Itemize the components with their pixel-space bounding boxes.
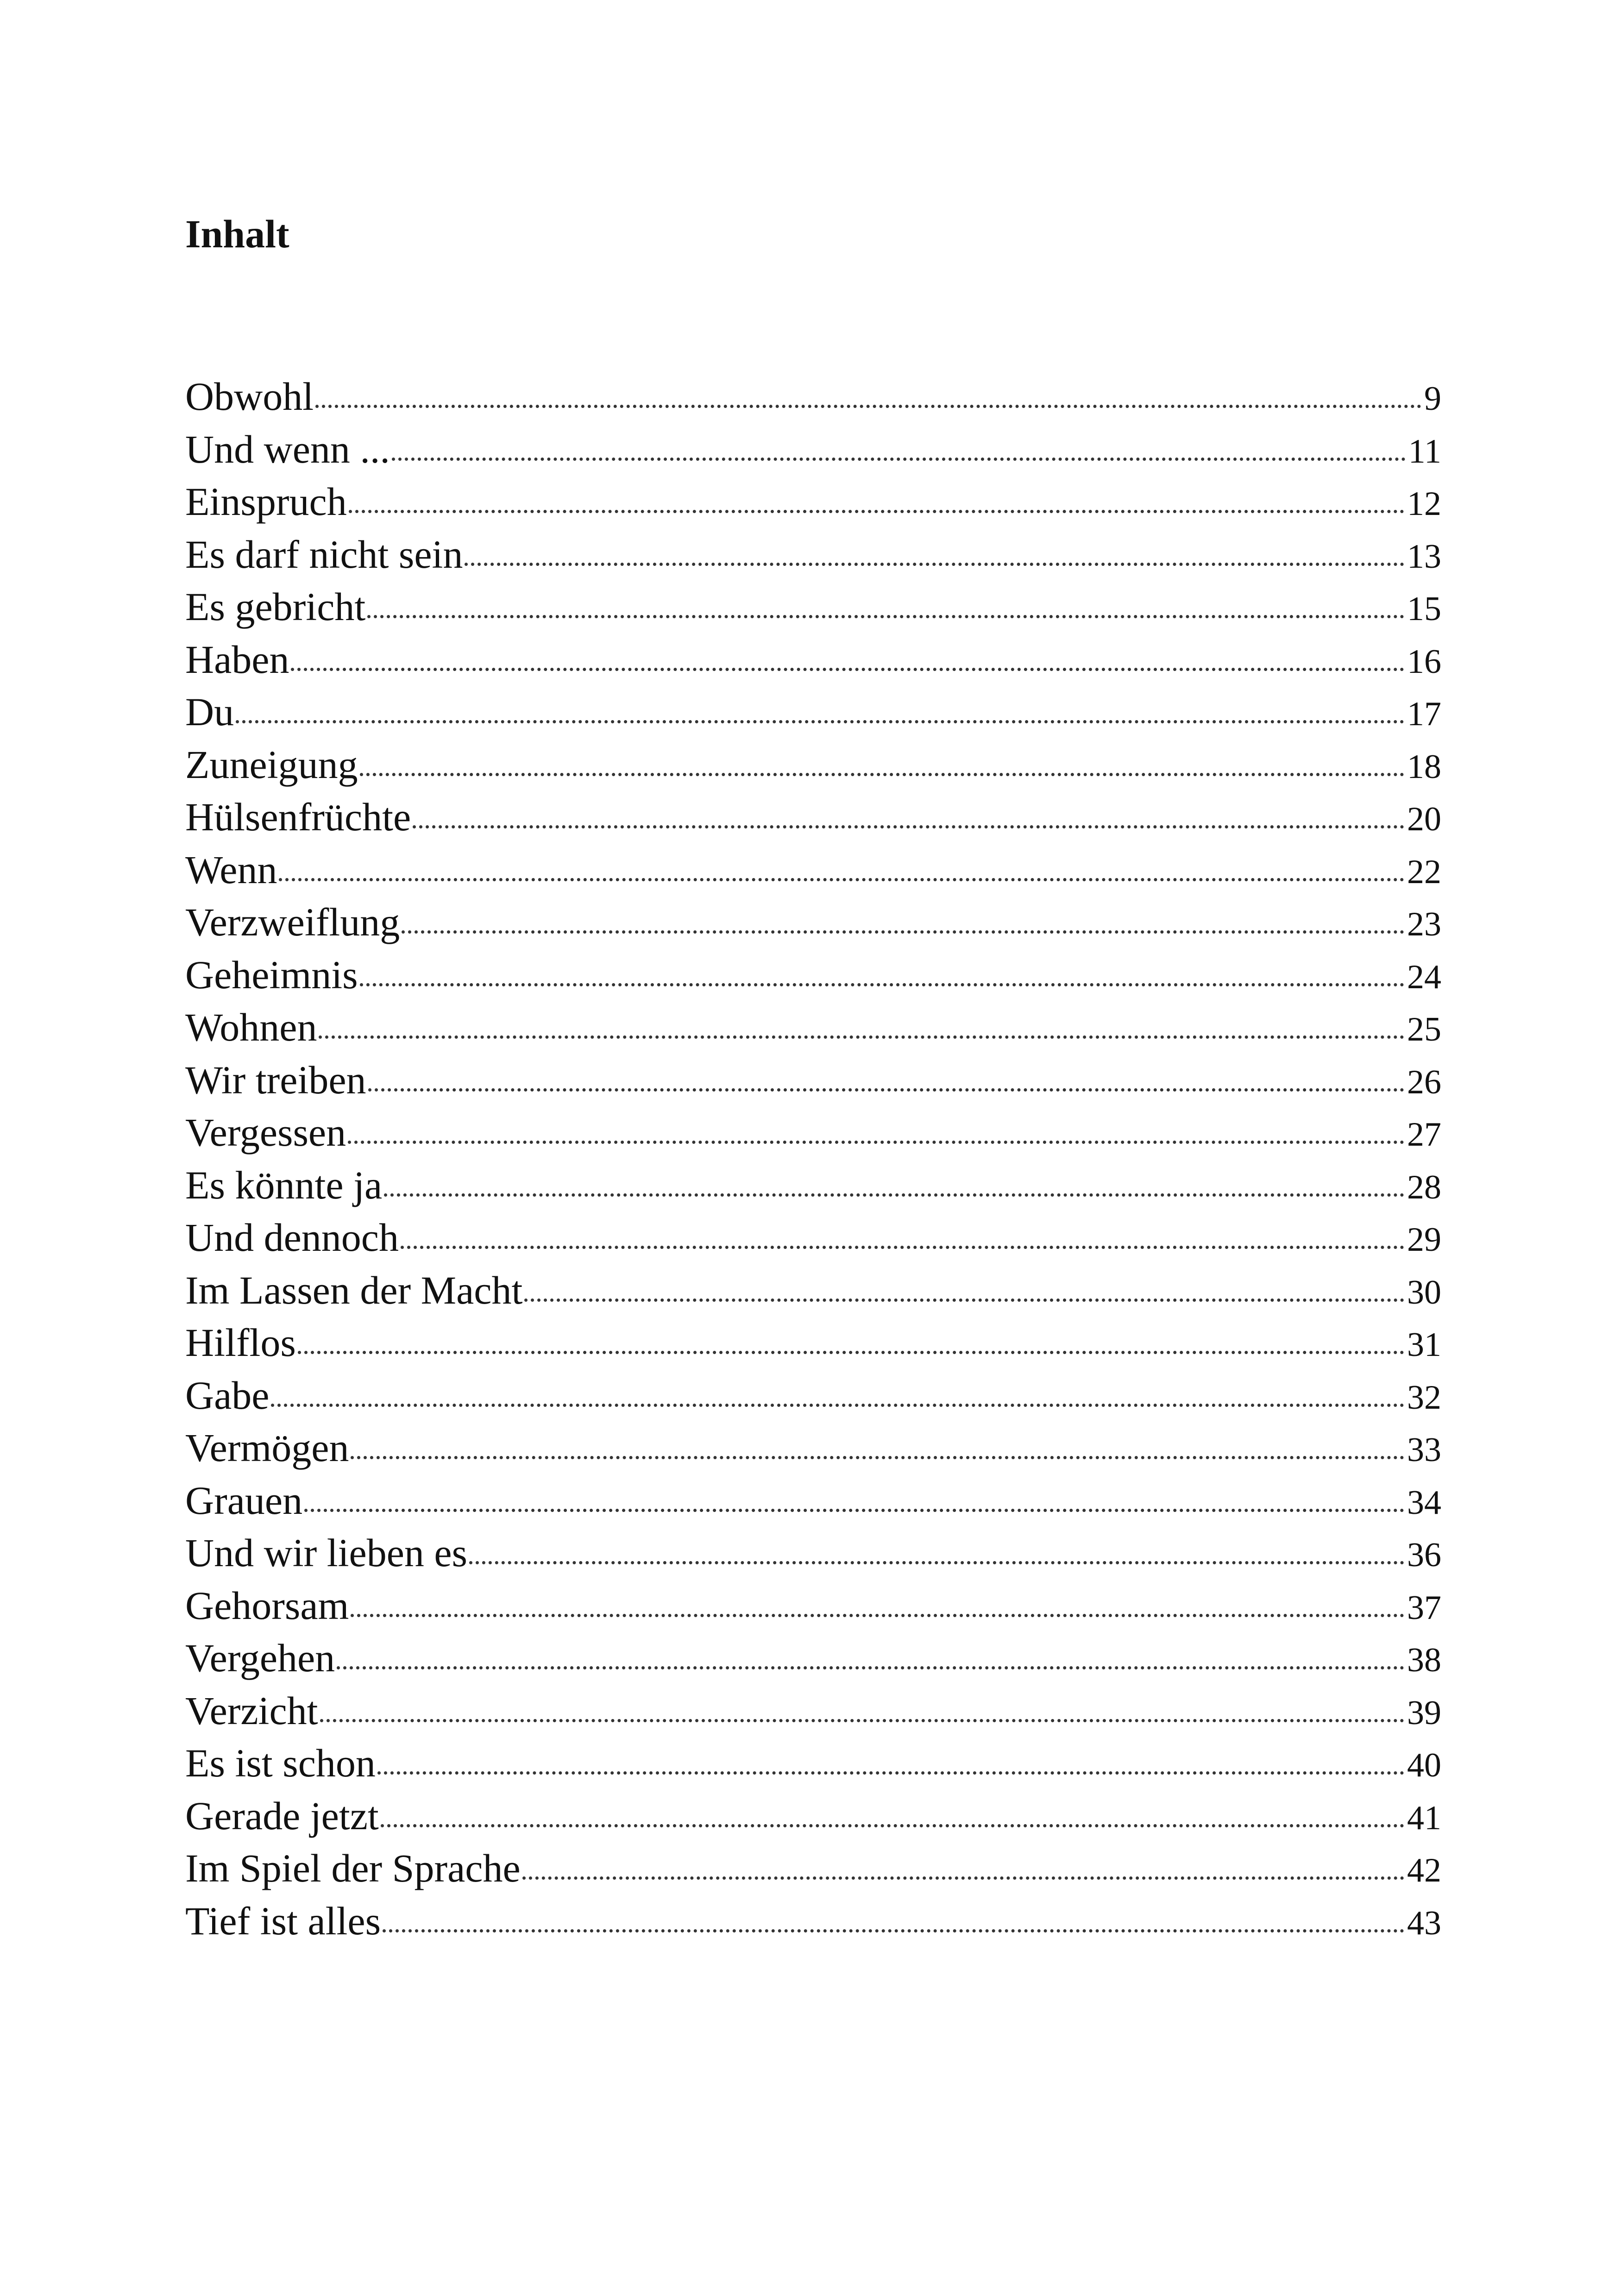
toc-page-number: 31 [1407,1326,1441,1364]
toc-dot-leader [360,773,1404,776]
toc-entry-title: Und dennoch [185,1215,399,1260]
toc-dot-leader [304,1509,1404,1512]
page-title: Inhalt [185,212,289,256]
toc-dot-leader [524,1299,1404,1302]
toc-dot-leader [279,878,1404,881]
toc-entry [185,581,1441,634]
toc-page-number: 24 [1407,958,1441,996]
toc-entry [185,896,1441,949]
toc-entry [185,370,1441,423]
toc-dot-leader [349,510,1404,513]
toc-page-number: 13 [1407,537,1441,576]
toc-entry-title: Gerade jetzt [185,1793,379,1838]
toc-page-number: 40 [1407,1746,1441,1784]
toc-dot-leader [522,1876,1404,1880]
toc-dot-leader [315,405,1421,408]
toc-entry-title: Es ist schon [185,1741,376,1785]
toc-entry-title: Vergehen [185,1636,335,1680]
toc-dot-leader [401,1246,1404,1249]
toc-dot-leader [381,1824,1404,1827]
toc-entry-title: Im Lassen der Macht [185,1267,523,1312]
toc-entry-title: Gehorsam [185,1583,349,1628]
toc-entry [185,1895,1441,1948]
toc-entry [185,686,1441,739]
toc-entry [185,1527,1441,1580]
toc-page-number: 39 [1407,1694,1441,1732]
toc-entry-title: Vermögen [185,1425,349,1470]
toc-dot-leader [351,1614,1404,1617]
toc-entry-title: Im Spiel der Sprache [185,1846,521,1890]
toc-entry [185,739,1441,791]
toc-entry [185,1580,1441,1632]
toc-entry [185,634,1441,686]
toc-page-number: 37 [1407,1588,1441,1627]
toc-entry-title: Es könnte ja [185,1162,383,1207]
toc-dot-leader [271,1404,1404,1407]
toc-dot-leader [319,1035,1404,1039]
toc-entry [185,791,1441,844]
toc-page-number: 11 [1408,432,1441,470]
toc-page-number: 9 [1424,380,1441,418]
toc-dot-leader [384,1193,1404,1197]
toc-page-number: 26 [1407,1063,1441,1101]
toc-dot-leader [402,930,1404,934]
toc-entry [185,1211,1441,1264]
toc-dot-leader [367,615,1404,618]
toc-page-number: 16 [1407,642,1441,681]
toc-page-number: 38 [1407,1641,1441,1679]
toc-entry [185,1790,1441,1843]
toc-page-number: 17 [1407,695,1441,733]
toc-page-number: 12 [1407,485,1441,523]
toc-entry-title: Wir treiben [185,1057,366,1102]
toc-entry-title: Obwohl [185,374,314,419]
toc-dot-leader [377,1771,1404,1775]
toc-page-number: 27 [1407,1116,1441,1154]
toc-entry [185,1632,1441,1685]
toc-entry [185,1474,1441,1527]
toc-page-number: 25 [1407,1010,1441,1048]
toc-dot-leader [360,983,1404,986]
toc-entry [185,1842,1441,1895]
toc-entry-title: Einspruch [185,479,347,524]
toc-entry [185,476,1441,528]
toc-entry [185,1369,1441,1422]
toc-entry-title: Haben [185,637,289,682]
toc-entry-title: Geheimnis [185,952,358,997]
toc-entry-title: Verzicht [185,1688,318,1733]
toc-page-number: 42 [1407,1851,1441,1889]
toc-entry [185,423,1441,476]
toc-entry [185,1054,1441,1107]
toc-dot-leader [413,825,1404,828]
toc-dot-leader [348,1141,1404,1144]
toc-entry [185,1422,1441,1474]
toc-dot-leader [465,563,1404,566]
toc-dot-leader [337,1666,1404,1669]
toc-entry-title: Es darf nicht sein [185,532,463,577]
toc-entry-title: Hilflos [185,1320,296,1365]
toc-page-number: 30 [1407,1273,1441,1311]
toc-page-number: 41 [1407,1799,1441,1837]
toc-entry [185,1317,1441,1369]
toc-entry-title: Vergessen [185,1110,346,1154]
toc-dot-leader [383,1929,1404,1932]
toc-page-number: 36 [1407,1536,1441,1574]
toc-entry [185,1159,1441,1212]
toc-entry-title: Du [185,690,234,734]
toc-page-number: 34 [1407,1483,1441,1522]
toc-page-number: 22 [1407,853,1441,891]
toc-page-number: 33 [1407,1431,1441,1469]
toc-entry-title: Es gebricht [185,584,366,629]
toc-entry [185,1737,1441,1790]
toc-entry [185,1264,1441,1317]
toc-entry-title: Hülsenfrüchte [185,795,411,839]
toc-entry [185,1106,1441,1159]
toc-entry-title: Tief ist alles [185,1898,381,1943]
toc-page-number: 23 [1407,905,1441,943]
toc-dot-leader [320,1719,1404,1722]
toc-entry-title: Wohnen [185,1005,317,1049]
toc-entry-title: Gabe [185,1373,270,1418]
toc-entry [185,949,1441,1002]
toc-entry-title: Verzweiflung [185,900,400,944]
toc-dot-leader [469,1561,1404,1564]
toc-page-number: 43 [1407,1904,1441,1942]
toc-dot-leader [291,668,1404,671]
toc-dot-leader [298,1351,1404,1354]
toc-dot-leader [392,458,1406,461]
toc-page-number: 28 [1407,1168,1441,1206]
toc-entry [185,1685,1441,1738]
toc-page-number: 15 [1407,590,1441,628]
toc-entry [185,844,1441,897]
toc-entry-title: Und wir lieben es [185,1531,468,1575]
toc-entry [185,1001,1441,1054]
toc-page-number: 20 [1407,800,1441,838]
table-of-contents [185,370,1441,1947]
toc-page-number: 32 [1407,1378,1441,1417]
toc-entry-title: Und wenn ... [185,427,390,471]
toc-entry-title: Wenn [185,847,277,892]
toc-page-number: 18 [1407,747,1441,786]
toc-entry-title: Grauen [185,1478,303,1523]
toc-entry-title: Zuneigung [185,742,358,787]
toc-dot-leader [236,720,1404,723]
toc-entry [185,528,1441,581]
toc-dot-leader [351,1456,1404,1459]
toc-page-number: 29 [1407,1221,1441,1259]
toc-dot-leader [368,1088,1404,1092]
